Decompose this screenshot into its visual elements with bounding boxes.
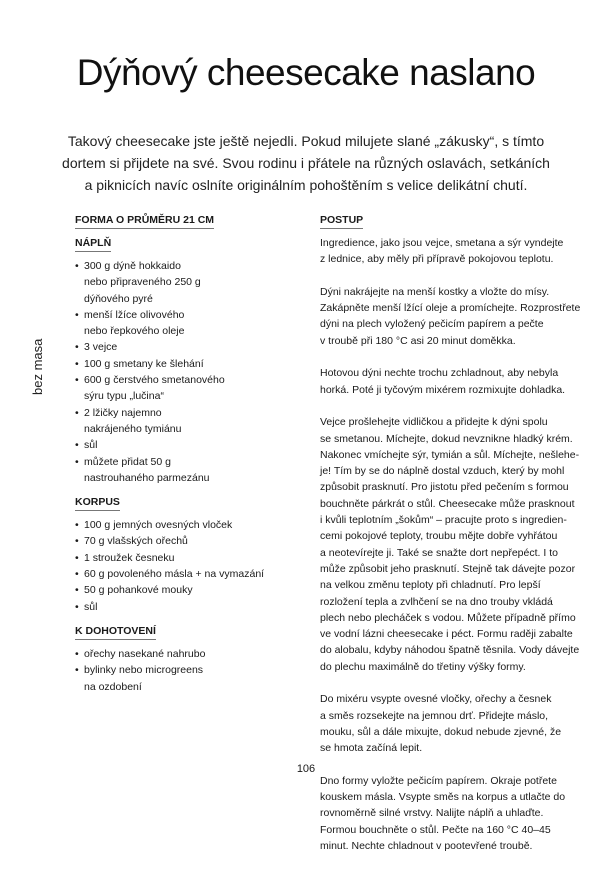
method-line: cemi pokojové teploty, troubu mějte dobře vyhřátou — [320, 530, 558, 543]
ingredient-line: • menší lžíce olivového — [84, 308, 185, 321]
method-line: Vejce prošlehejte vidličkou a přidejte k dýni spolu — [320, 416, 548, 429]
method-line: Dýni nakrájejte na menší kostky a vložte do mísy. — [320, 285, 550, 298]
ingredient-line: • 50 g pohankové mouky — [84, 584, 193, 597]
ingredient-item — [75, 258, 295, 307]
method-line: horká. Poté ji tyčovým mixérem rozmixujte dohladka. — [320, 383, 566, 396]
ingredient-line: nakrájeného tymiánu — [84, 422, 182, 435]
ingredient-line: • 60 g povoleného másla + na vymazání — [84, 568, 265, 581]
intro-line: Takový cheesecake jste ještě nejedli. Pokud milujete slané „zákusky“, s tímto — [67, 133, 545, 149]
ingredient-item — [75, 599, 295, 615]
ingredient-line: sýru typu „lučina“ — [84, 390, 164, 403]
ingredient-item — [75, 550, 295, 566]
method-paragraph — [320, 773, 570, 854]
ingredient-line: • sůl — [84, 600, 98, 613]
method-line: Zakápněte menší lžící oleje a promíchejte. Rozprostřete — [320, 302, 581, 315]
method-line: z lednice, aby měly při přípravě pokojovou teplotu. — [320, 253, 554, 266]
ingredient-item — [75, 517, 295, 533]
method-line: Formou bouchněte o stůl. Pečte na 160 °C 40–45 — [320, 823, 551, 836]
method-line: v troubě při 180 °C asi 20 minut doměkka. — [320, 334, 516, 347]
method-line: i kvůli teplotním „šokům“ – pracujte proto s ingredien- — [320, 514, 567, 527]
ingredient-line: • ořechy nasekané nahrubo — [84, 647, 206, 660]
method-line: minut. Nechte chladnout v pootevřené troubě. — [320, 839, 533, 852]
ingredient-item — [75, 662, 295, 695]
ingredient-item — [75, 356, 295, 372]
method-paragraph — [320, 235, 570, 268]
ingredient-item — [75, 533, 295, 549]
method-line: do plechu maximálně do třetiny výšky formy. — [320, 660, 526, 673]
method-line: a neotevírejte ji. Také se snažte dort nepřepéct. I to — [320, 546, 558, 559]
ingredient-list — [75, 646, 295, 695]
ingredient-list — [75, 517, 295, 615]
method-line: se hmota začíná lepit. — [320, 742, 423, 755]
ingredient-item — [75, 372, 295, 405]
method-paragraph — [320, 365, 570, 398]
ingredient-line: • 2 lžičky najemno — [84, 406, 162, 419]
ingredient-line: nastrouhaného parmezánu — [84, 471, 210, 484]
method-line: kouskem másla. Vsypte směs na korpus a utlačte do — [320, 791, 566, 804]
ingredient-line: dýňového pyré — [84, 292, 153, 305]
ingredient-line: • bylinky nebo microgreens — [84, 664, 204, 677]
method-line: bouchněte párkrát o stůl. Cheesecake může prasknout — [320, 497, 575, 510]
ingredient-item — [75, 454, 295, 487]
ingredient-item — [75, 405, 295, 438]
method-line: ve vodní lázni cheesecake i péct. Formu raději zabalte — [320, 628, 573, 641]
method-line: do alobalu, kdyby náhodou špatně těsnila. Vody dávejte — [320, 644, 580, 657]
category-label: bez masa — [30, 338, 45, 395]
form-size-heading: FORMA O PRŮMĚRU 21 CM — [75, 214, 214, 229]
section-heading: KORPUS — [75, 496, 120, 511]
section-heading: NÁPLŇ — [75, 237, 111, 252]
method-line: může způsobit jeho prasknutí. Stejně tak dávejte pozor — [320, 562, 576, 575]
method-line: způsobit prasknutí. Pro jistotu před pečením s formou — [320, 481, 569, 494]
method-line: je! Tím by se do náplně dostal vzduch, který by mohl — [320, 465, 565, 478]
ingredient-item — [75, 566, 295, 582]
ingredients-column — [75, 214, 295, 705]
intro-line: a piknicích navíc oslníte originálním pohoštěním s velice delikátní chutí. — [84, 177, 528, 193]
method-line: Do mixéru vsypte ovesné vločky, ořechy a česnek — [320, 693, 552, 706]
ingredient-item — [75, 307, 295, 340]
ingredient-line: • 600 g čerstvého smetanového — [84, 374, 225, 387]
ingredient-line: na ozdobení — [84, 680, 142, 693]
intro-line: dortem si přijdete na své. Svou rodinu i přátele na různých oslavách, setkáních — [62, 155, 550, 171]
ingredient-item — [75, 646, 295, 662]
method-paragraph — [320, 691, 570, 756]
method-line: Dno formy vyložte pečicím papírem. Okraje potřete — [320, 774, 557, 787]
ingredient-line: • 100 g jemných ovesných vloček — [84, 519, 233, 532]
ingredient-list — [75, 258, 295, 486]
ingredient-line: • můžete přidat 50 g — [84, 455, 171, 468]
method-heading: POSTUP — [320, 214, 363, 229]
method-line: Ingredience, jako jsou vejce, smetana a sýr vyndejte — [320, 237, 564, 249]
ingredient-item — [75, 339, 295, 355]
ingredient-line: • 300 g dýně hokkaido — [84, 260, 181, 272]
section-heading: K DOHOTOVENÍ — [75, 625, 156, 640]
ingredient-line: nebo připraveného 250 g — [84, 276, 201, 289]
ingredient-line: • 100 g smetany ke šlehání — [84, 357, 204, 370]
ingredient-item — [75, 582, 295, 598]
method-line: a směs rozsekejte na jemnou drť. Přidejte máslo, — [320, 709, 549, 722]
page-title: Dýňový cheesecake naslano — [76, 52, 536, 93]
method-paragraph — [320, 284, 581, 349]
intro-text — [0, 130, 612, 196]
ingredient-line: • 70 g vlašských ořechů — [84, 535, 188, 548]
method-line: plech nebo plecháček s vodou. Můžete případně přímo — [320, 611, 576, 624]
ingredient-line: • 3 vejce — [84, 341, 118, 354]
method-paragraph — [320, 414, 580, 675]
ingredient-section — [75, 625, 295, 695]
method-line: mouku, sůl a dále mixujte, dokud nebude zjevné, že — [320, 725, 562, 738]
ingredient-line: • 1 stroužek česneku — [84, 551, 175, 564]
method-line: rovnoměrně silné vrstvy. Nalijte náplň a uhlaďte. — [320, 807, 544, 820]
ingredient-line: nebo řepkového oleje — [84, 325, 185, 338]
ingredient-section — [75, 496, 295, 615]
ingredient-item — [75, 437, 295, 453]
method-line: rozložení tepla a zvlhčení se na dno trouby vkládá — [320, 595, 553, 608]
method-line: na velkou změnu teploty při chladnutí. Pro lepší — [320, 579, 541, 592]
method-line: se smetanou. Míchejte, dokud nevznikne hladký krém. — [320, 432, 573, 445]
method-line: dýni na plech vyložený pečicím papírem a pečte — [320, 318, 544, 331]
ingredient-line: • sůl — [84, 439, 98, 452]
ingredient-section — [75, 237, 295, 486]
method-line: Hotovou dýni nechte trochu zchladnout, aby nebyla — [320, 367, 559, 380]
page-number: 106 — [296, 763, 316, 775]
method-line: Nakonec vmíchejte sýr, tymián a sůl. Míchejte, nešlehe- — [320, 448, 580, 461]
